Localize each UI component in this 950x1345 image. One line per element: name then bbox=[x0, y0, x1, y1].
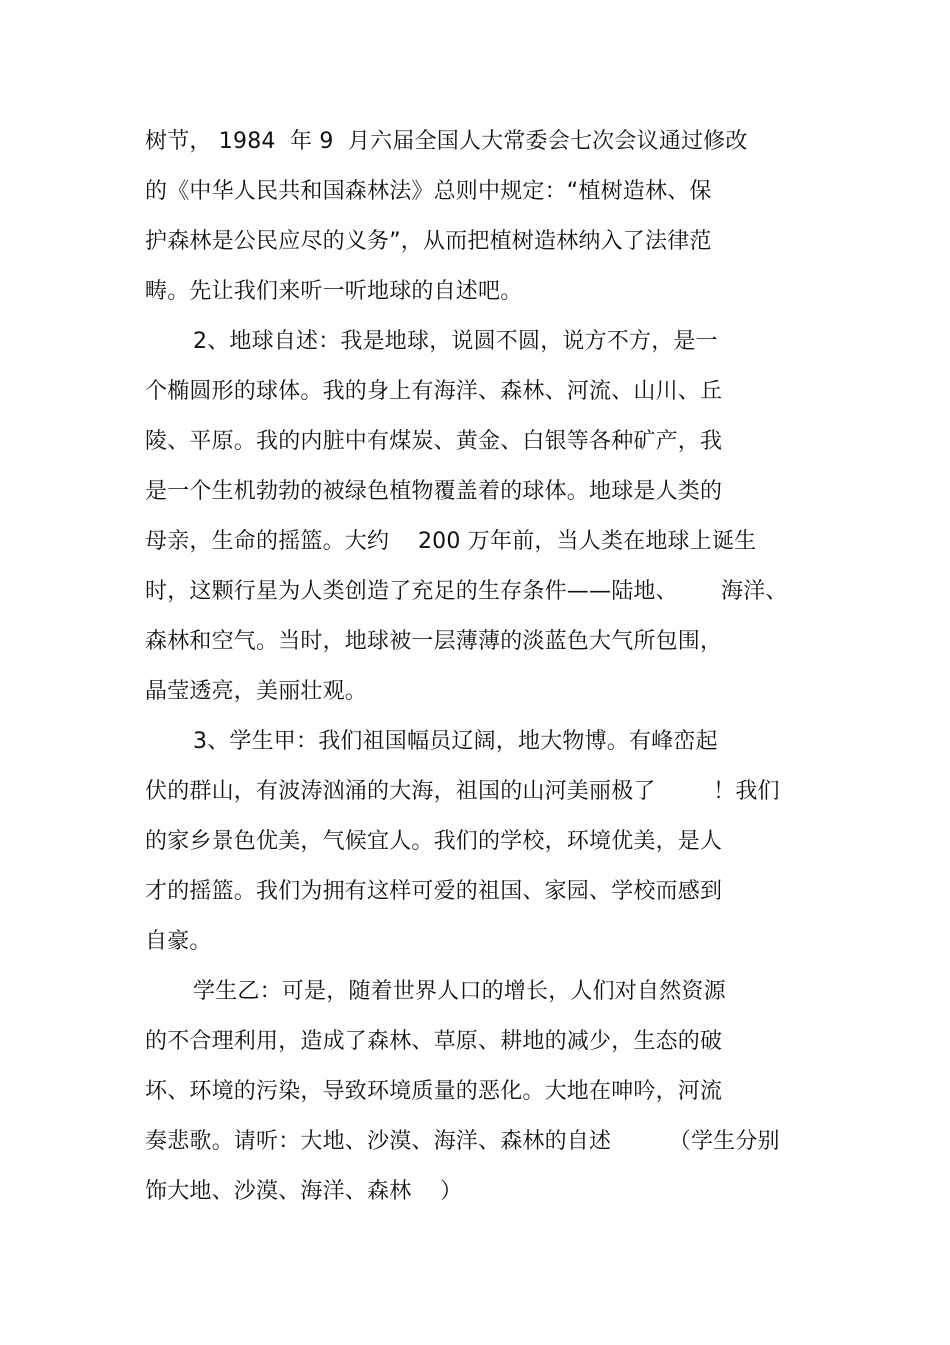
paragraph-start-line: 学生乙：可是，随着世界人口的增长，人们对自然资源 bbox=[193, 979, 726, 1004]
paragraph-start-line: 3、学生甲：我们祖国幅员辽阔，地大物博。有峰峦起 bbox=[193, 729, 718, 754]
text-line: 是一个生机勃勃的被绿色植物覆盖着的球体。地球是人类的 bbox=[145, 479, 723, 504]
text-line: 饰大地、沙漠、海洋、森林 ） bbox=[145, 1179, 463, 1204]
text-line: 母亲，生命的摇篮。大约 200 万年前，当人类在地球上诞生 bbox=[145, 529, 757, 554]
paragraph-start-line: 2、地球自述：我是地球，说圆不圆，说方不方，是一 bbox=[193, 329, 718, 354]
text-line: 个椭圆形的球体。我的身上有海洋、森林、河流、山川、丘 bbox=[145, 379, 723, 404]
text-line: 奏悲歌。请听：大地、沙漠、海洋、森林的自述 （学生分别 bbox=[145, 1129, 780, 1154]
text-line: 自豪。 bbox=[145, 929, 212, 954]
text-line: 晶莹透亮，美丽壮观。 bbox=[145, 679, 368, 704]
text-line: 陵、平原。我的内脏中有煤炭、黄金、白银等各种矿产，我 bbox=[145, 429, 723, 454]
text-line: 才的摇篮。我们为拥有这样可爱的祖国、家园、学校而感到 bbox=[145, 879, 723, 904]
text-line: 时，这颗行星为人类创造了充足的生存条件——陆地、 海洋、 bbox=[145, 579, 788, 604]
text-line: 畴。先让我们来听一听地球的自述吧。 bbox=[145, 279, 523, 304]
text-line: 伏的群山，有波涛汹涌的大海，祖国的山河美丽极了 ！我们 bbox=[145, 779, 780, 804]
text-line: 树节， 1984 年 9 月六届全国人大常委会七次会议通过修改 bbox=[145, 129, 748, 154]
text-line: 护森林是公民应尽的义务”，从而把植树造林纳入了法律范 bbox=[145, 229, 712, 254]
text-line: 的《中华人民共和国森林法》总则中规定：“植树造林、保 bbox=[145, 179, 712, 204]
text-line: 坏、环境的污染，导致环境质量的恶化。大地在呻吟，河流 bbox=[145, 1079, 723, 1104]
text-line: 的家乡景色优美，气候宜人。我们的学校，环境优美，是人 bbox=[145, 829, 723, 854]
text-line: 森林和空气。当时，地球被一层薄薄的淡蓝色大气所包围， bbox=[145, 629, 723, 654]
text-line: 的不合理利用，造成了森林、草原、耕地的减少，生态的破 bbox=[145, 1029, 723, 1054]
